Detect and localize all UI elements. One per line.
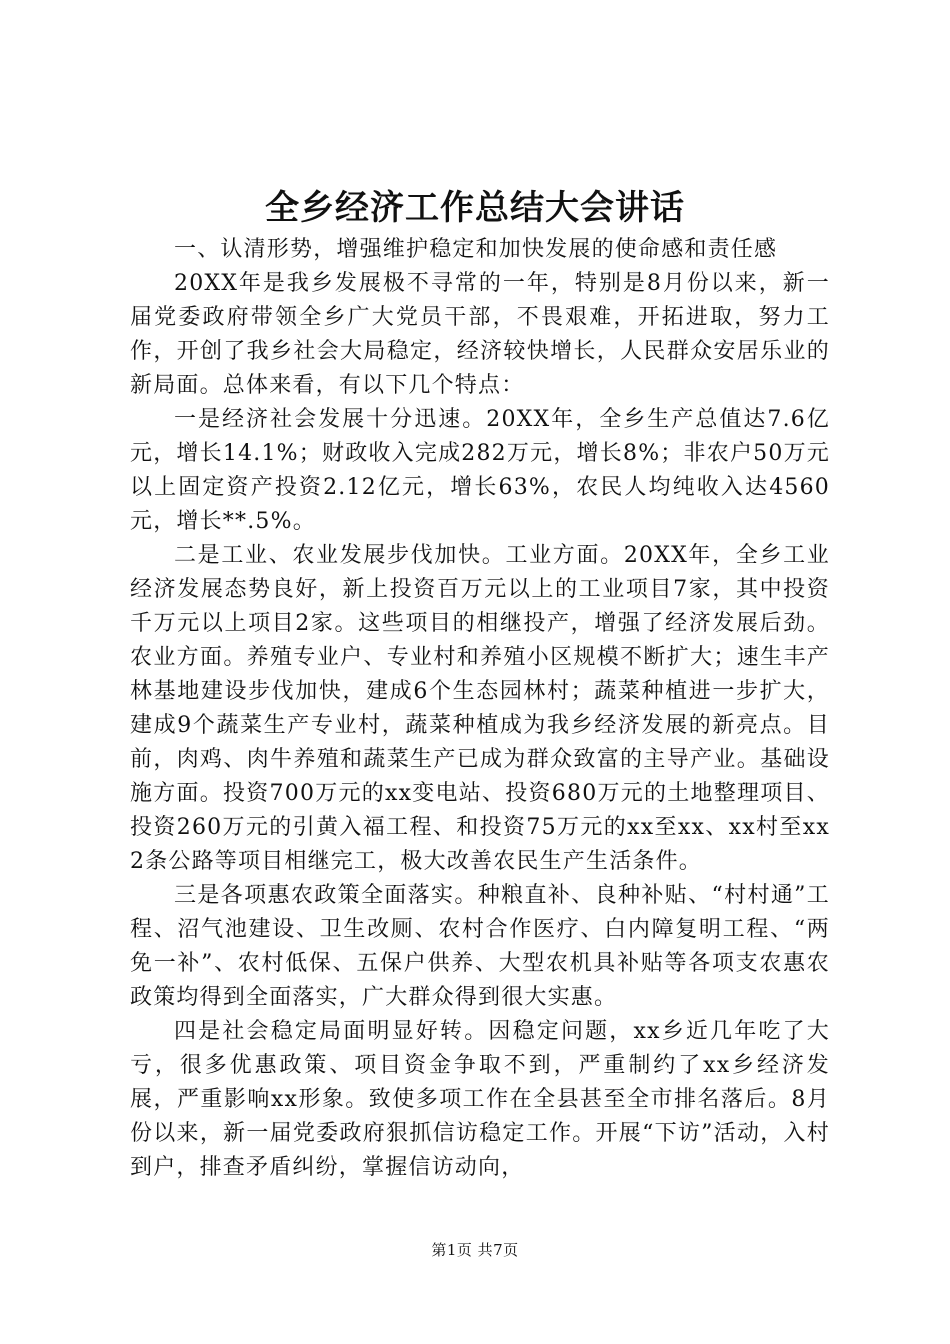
document-body bbox=[130, 233, 830, 1185]
document-title: 全乡经济工作总结大会讲话 bbox=[265, 188, 685, 228]
point-three-paragraph: 三是各项惠农政策全面落实。种粮直补、良种补贴、“村村通”工程、沼气池建设、卫生改厕、农村合作医疗、白内障复明工程、“两免一补”、农村低保、五保户供养、大型农机具补贴等各项支农惠农政策均得到全面落实，广大群众得到很大实惠。 bbox=[130, 883, 830, 1010]
point-two-paragraph: 二是工业、农业发展步伐加快。工业方面。20XX年，全乡工业经济发展态势良好，新上投资百万元以上的工业项目7家，其中投资千万元以上项目2家。这些项目的相继投产，增强了经济发展后劲。农业方面。养殖专业户、专业村和养殖小区规模不断扩大；速生丰产林基地建设步伐加快，建成6个生态园林村；蔬菜种植进一步扩大，建成9个蔬菜生产专业村，蔬菜种植成为我乡经济发展的新亮点。目前，肉鸡、肉牛养殖和蔬菜生产已成为群众致富的主导产业。基础设施方面。投资700万元的xx变电站、投资680万元的土地整理项目、投资260万元的引黄入福工程、和投资75万元的xx至xx、xx村至xx2条公路等项目相继完工，极大改善农民生产生活条件。 bbox=[130, 543, 830, 874]
intro-paragraph: 20XX年是我乡发展极不寻常的一年，特别是8月份以来，新一届党委政府带领全乡广大党员干部，不畏艰难，开拓进取，努力工作，开创了我乡社会大局稳定，经济较快增长，人民群众安居乐业的新局面。总体来看，有以下几个特点： bbox=[130, 271, 830, 398]
section-heading: 一、认清形势，增强维护稳定和加快发展的使命感和责任感 bbox=[174, 237, 778, 262]
point-one-paragraph: 一是经济社会发展十分迅速。20XX年，全乡生产总值达7.6亿元，增长14.1%；财政收入完成282万元，增长8%；非农户50万元以上固定资产投资2.12亿元，增长63%，农民人均纯收入达4560元，增长**.5%。 bbox=[130, 407, 830, 534]
point-four-paragraph: 四是社会稳定局面明显好转。因稳定问题，xx乡近几年吃了大亏，很多优惠政策、项目资金争取不到，严重制约了xx乡经济发展，严重影响xx形象。致使多项工作在全县甚至全市排名落后。8月份以来，新一届党委政府狠抓信访稳定工作。开展“下访”活动，入村到户，排查矛盾纠纷，掌握信访动向， bbox=[130, 1019, 830, 1180]
page-footer: 第1页 共7页 bbox=[431, 1241, 519, 1259]
